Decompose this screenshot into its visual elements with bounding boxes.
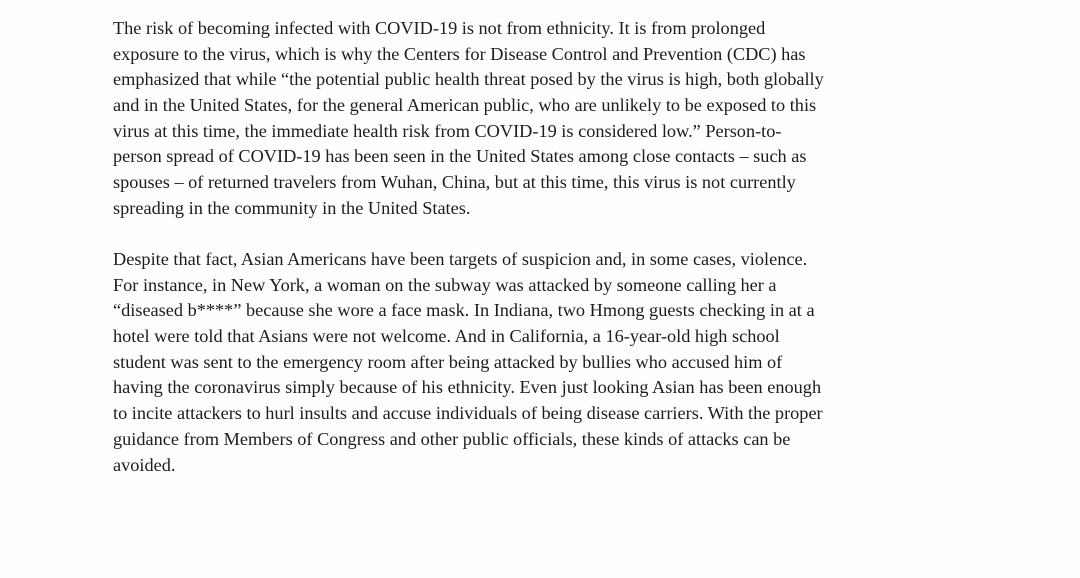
text-line: guidance from Members of Congress and other public officials, these kinds of attacks can be (113, 428, 791, 449)
text-line: emphasized that while “the potential public health threat posed by the virus is high, both globally (113, 69, 824, 90)
text-line: The risk of becoming infected with COVID-19 is not from ethnicity. It is from prolonged (113, 18, 766, 38)
text-line: spouses – of returned travelers from Wuhan, China, but at this time, this virus is not currently (113, 172, 796, 193)
text-line: Despite that fact, Asian Americans have been targets of suspicion and, in some cases, violence. (113, 249, 808, 269)
text-line: person spread of COVID-19 has been seen in the United States among close contacts – such as (113, 146, 807, 167)
text-line: avoided. (113, 454, 176, 475)
text-line: exposure to the virus, which is why the Centers for Disease Control and Prevention (CDC) has (113, 43, 806, 64)
text-line: For instance, in New York, a woman on the subway was attacked by someone calling her a (113, 274, 777, 295)
text-line: “diseased b****” because she wore a face mask. In Indiana, two Hmong guests checking in at a (113, 300, 815, 321)
text-line: and in the United States, for the general American public, who are unlikely to be exposed to this (113, 95, 817, 116)
paragraph-covid-risk (113, 16, 824, 222)
text-line: to incite attackers to hurl insults and accuse individuals of being disease carriers. With the proper (113, 403, 823, 424)
text-line: spreading in the community in the United States. (113, 197, 471, 218)
text-line: virus at this time, the immediate health risk from COVID-19 is considered low.” Person-to- (113, 120, 782, 141)
paragraph-asian-americans-attacks (113, 247, 823, 478)
text-line: having the coronavirus simply because of his ethnicity. Even just looking Asian has been enough (113, 377, 822, 398)
text-line: hotel were told that Asians were not welcome. And in California, a 16-year-old high school (113, 326, 780, 347)
text-line: student was sent to the emergency room after being attacked by bullies who accused him of (113, 351, 783, 372)
